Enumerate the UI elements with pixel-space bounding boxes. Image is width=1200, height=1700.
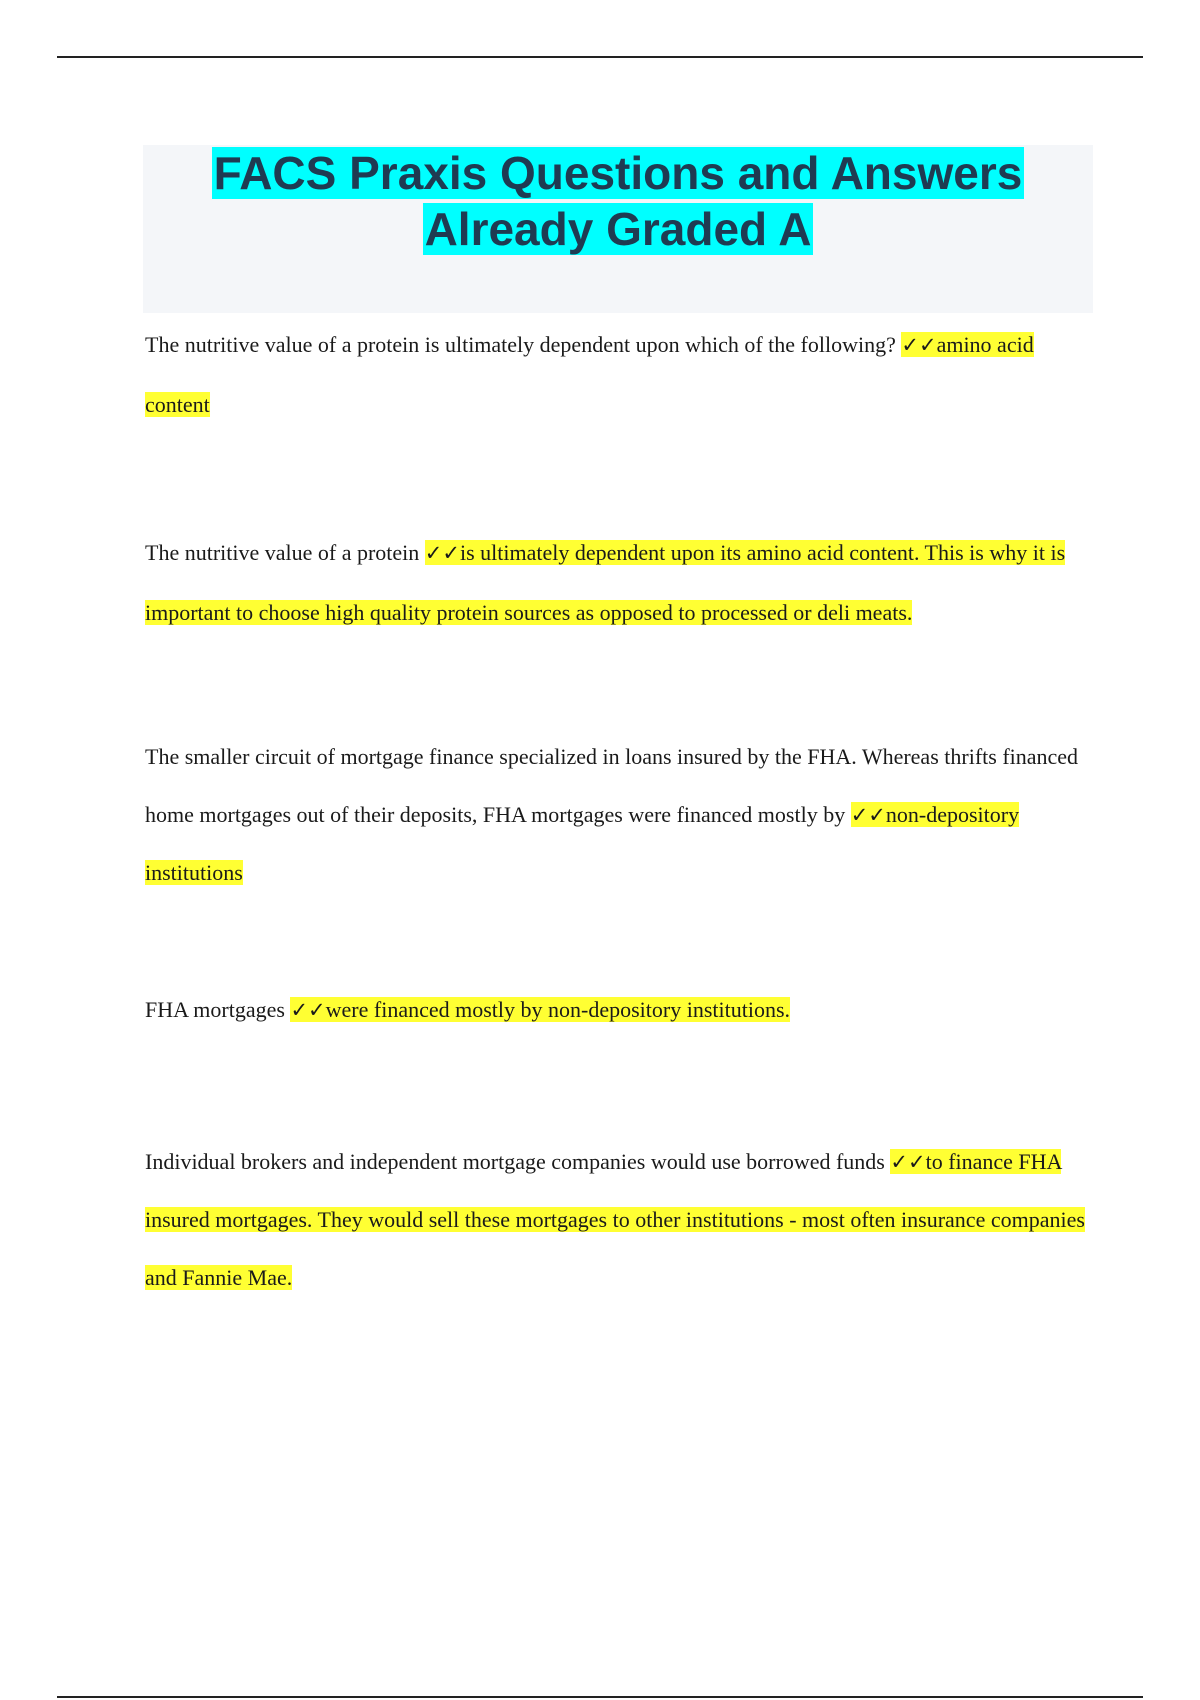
- qa-entry-2: [145, 523, 1085, 643]
- answer-text: were financed mostly by non-depository institutions.: [325, 997, 791, 1022]
- qa-entry-1: [145, 315, 1085, 435]
- check-icon: ✓✓: [290, 998, 326, 1022]
- question-text: The nutritive value of a protein: [145, 540, 420, 565]
- title-banner: [143, 145, 1093, 313]
- check-icon: ✓✓: [424, 541, 460, 565]
- answer-text: non-depository institutions: [145, 802, 1020, 885]
- check-icon: ✓✓: [901, 333, 937, 357]
- answer-text: to finance FHA insured mortgages. They would sell these mortgages to other institutions - most often insurance companies and Fannie Mae.: [145, 1149, 1085, 1290]
- answer-highlight: [290, 997, 790, 1022]
- bottom-rule: [57, 1696, 1143, 1698]
- document-title: [143, 145, 1093, 257]
- qa-entry-3: [145, 728, 1085, 902]
- answer-text: is ultimately dependent upon its amino acid content. This is why it is important to choose high quality protein sources as opposed to processed or deli meats.: [145, 540, 1066, 625]
- qa-entry-5: [145, 1133, 1085, 1307]
- qa-entry-4: [145, 995, 1085, 1025]
- question-text: The nutritive value of a protein is ultimately dependent upon which of the following?: [145, 332, 896, 357]
- top-rule: [57, 56, 1143, 58]
- question-text: Individual brokers and independent mortgage companies would use borrowed funds: [145, 1149, 885, 1174]
- title-line-2: Already Graded A: [424, 203, 812, 255]
- question-text: FHA mortgages: [145, 997, 285, 1022]
- answer-text: amino acid content: [145, 332, 1034, 417]
- title-line-1: FACS Praxis Questions and Answers: [213, 147, 1023, 199]
- check-icon: ✓✓: [890, 1150, 926, 1174]
- question-text: The smaller circuit of mortgage finance specialized in loans insured by the FHA. Whereas thrifts financed home mortgages out of their deposits, FHA mortgages were financed mostly by: [145, 744, 1079, 827]
- check-icon: ✓✓: [850, 803, 886, 827]
